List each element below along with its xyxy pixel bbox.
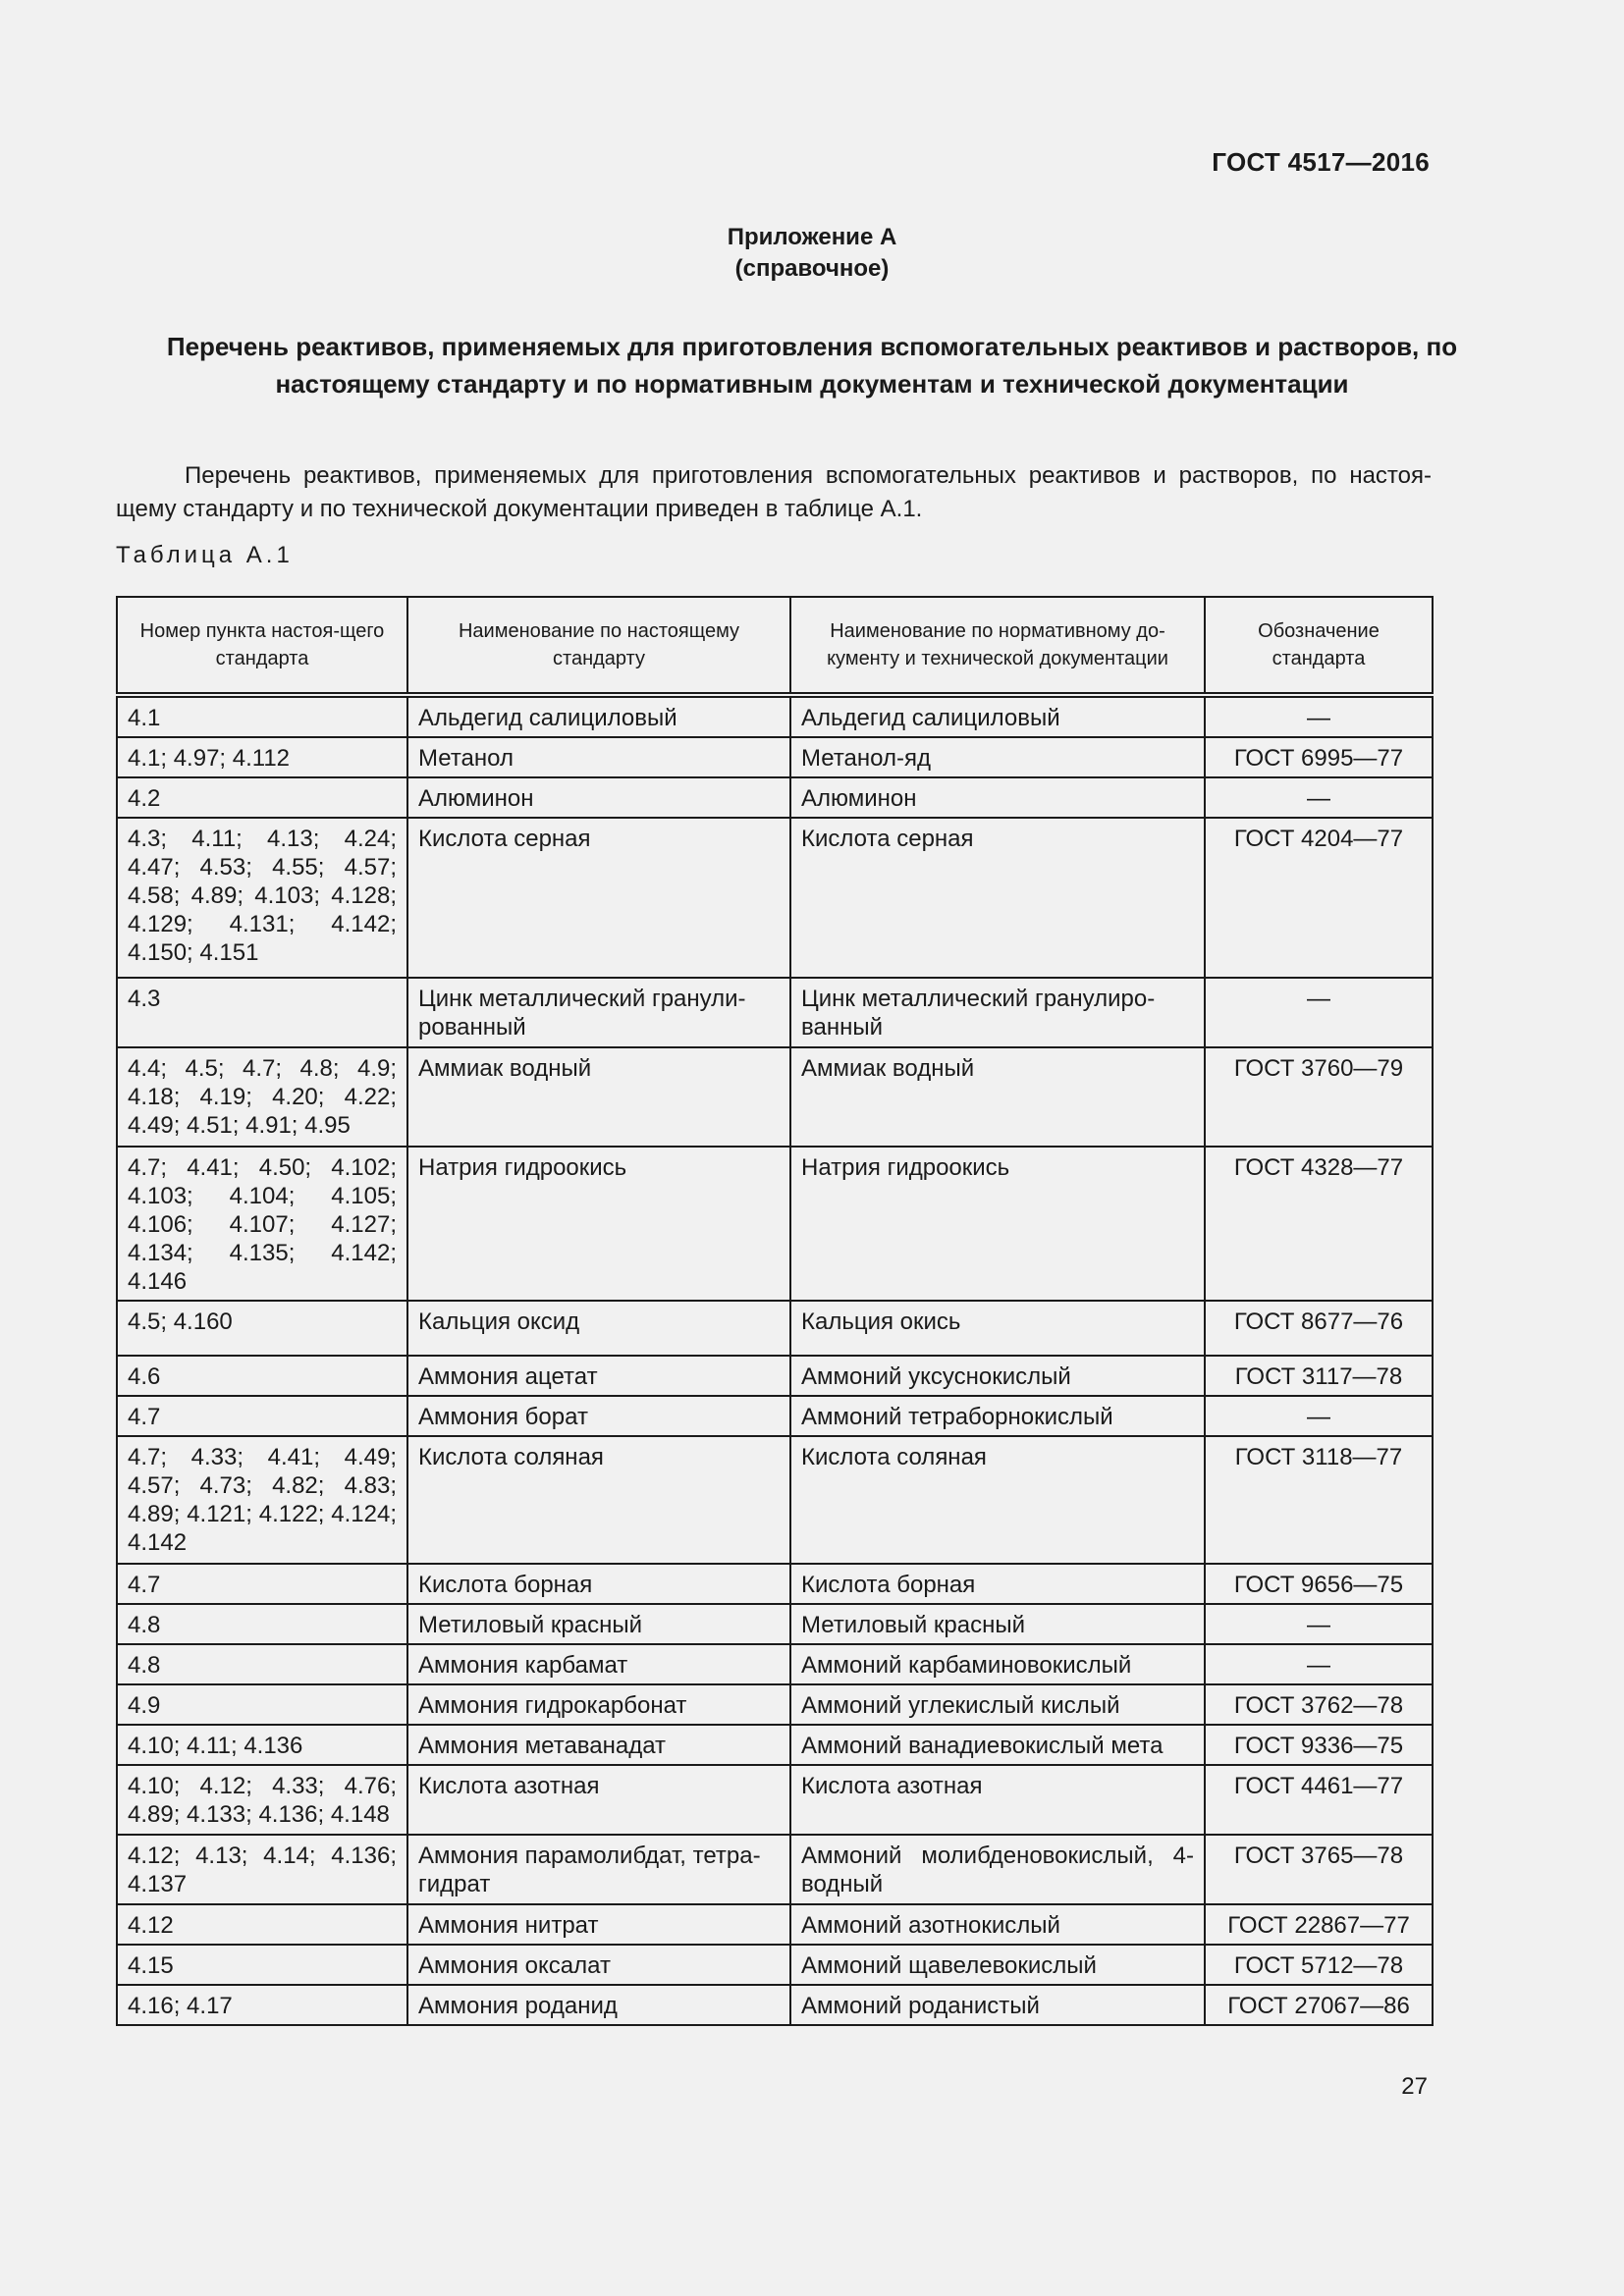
cell-designation: ГОСТ 8677—76 <box>1205 1301 1433 1356</box>
main-title: Перечень реактивов, применяемых для приготовления вспомогательных реактивов и растворов, по настоящему стандарту и по нормативным документам и технической документации <box>166 332 1458 399</box>
cell-name: Кислота азотная <box>407 1765 790 1835</box>
cell-doc-name: Аммоний углекислый кислый <box>790 1684 1205 1725</box>
cell-doc-name: Натрия гидроокись <box>790 1147 1205 1301</box>
cell-name: Аммония борат <box>407 1396 790 1436</box>
table-row <box>117 1835 1433 1904</box>
cell-points: 4.9 <box>117 1684 407 1725</box>
cell-doc-name: Алюминон <box>790 777 1205 818</box>
cell-designation: ГОСТ 4461—77 <box>1205 1765 1433 1835</box>
cell-name: Кислота борная <box>407 1564 790 1604</box>
cell-points: 4.8 <box>117 1644 407 1684</box>
table-row <box>117 737 1433 777</box>
cell-designation: — <box>1205 777 1433 818</box>
cell-points: 4.5; 4.160 <box>117 1301 407 1356</box>
cell-name: Кислота серная <box>407 818 790 978</box>
reagents-table <box>116 596 1434 2026</box>
cell-points: 4.1; 4.97; 4.112 <box>117 737 407 777</box>
cell-designation: ГОСТ 3762—78 <box>1205 1684 1433 1725</box>
cell-name: Алюминон <box>407 777 790 818</box>
header-points: Номер пункта настоя-щего стандарта <box>117 597 407 695</box>
cell-name: Аммония ацетат <box>407 1356 790 1396</box>
table-row <box>117 1047 1433 1147</box>
cell-designation: — <box>1205 1604 1433 1644</box>
cell-doc-name: Метиловый красный <box>790 1604 1205 1644</box>
cell-points: 4.3; 4.11; 4.13; 4.24; 4.47; 4.53; 4.55; 4.57; 4.58; 4.89; 4.103; 4.128; 4.129; 4.131; 4.142; 4.150; 4.151 <box>117 818 407 978</box>
table-row <box>117 1436 1433 1564</box>
cell-points: 4.3 <box>117 978 407 1047</box>
table-row <box>117 1644 1433 1684</box>
cell-name: Аммония нитрат <box>407 1904 790 1945</box>
cell-points: 4.7 <box>117 1564 407 1604</box>
table-row <box>117 1985 1433 2025</box>
cell-designation: — <box>1205 695 1433 737</box>
header-doc-name: Наименование по нормативному до-кументу и технической документации <box>790 597 1205 695</box>
cell-doc-name: Аммоний молибденовокислый, 4-водный <box>790 1835 1205 1904</box>
cell-name: Аммония гидрокарбонат <box>407 1684 790 1725</box>
table-row <box>117 777 1433 818</box>
appendix-title: Приложение А <box>727 224 897 250</box>
cell-name: Натрия гидроокись <box>407 1147 790 1301</box>
cell-points: 4.12; 4.13; 4.14; 4.136; 4.137 <box>117 1835 407 1904</box>
table-row <box>117 1396 1433 1436</box>
table-row <box>117 1945 1433 1985</box>
cell-designation: ГОСТ 6995—77 <box>1205 737 1433 777</box>
table-row <box>117 818 1433 978</box>
cell-name: Альдегид салициловый <box>407 695 790 737</box>
cell-name: Метиловый красный <box>407 1604 790 1644</box>
cell-doc-name: Аммоний азотнокислый <box>790 1904 1205 1945</box>
cell-doc-name: Кислота азотная <box>790 1765 1205 1835</box>
table-caption: Таблица А.1 <box>116 542 294 568</box>
cell-doc-name: Аммиак водный <box>790 1047 1205 1147</box>
cell-points: 4.7; 4.41; 4.50; 4.102; 4.103; 4.104; 4.105; 4.106; 4.107; 4.127; 4.134; 4.135; 4.142; 4.146 <box>117 1147 407 1301</box>
cell-doc-name: Альдегид салициловый <box>790 695 1205 737</box>
cell-name: Аммония парамолибдат, тетра-гидрат <box>407 1835 790 1904</box>
cell-designation: ГОСТ 4328—77 <box>1205 1147 1433 1301</box>
cell-doc-name: Аммоний щавелевокислый <box>790 1945 1205 1985</box>
cell-points: 4.10; 4.11; 4.136 <box>117 1725 407 1765</box>
cell-designation: ГОСТ 27067—86 <box>1205 1985 1433 2025</box>
cell-designation: — <box>1205 1644 1433 1684</box>
cell-designation: ГОСТ 5712—78 <box>1205 1945 1433 1985</box>
cell-doc-name: Аммоний карбаминовокислый <box>790 1644 1205 1684</box>
cell-points: 4.8 <box>117 1604 407 1644</box>
page-number: 27 <box>1401 2073 1428 2100</box>
cell-designation: ГОСТ 4204—77 <box>1205 818 1433 978</box>
intro-line-2: щему стандарту и по технической документации приведен в таблице А.1. <box>116 496 923 522</box>
cell-points: 4.6 <box>117 1356 407 1396</box>
table-row <box>117 1147 1433 1301</box>
cell-designation: — <box>1205 978 1433 1047</box>
table-row <box>117 695 1433 737</box>
cell-name: Аммиак водный <box>407 1047 790 1147</box>
cell-name: Аммония оксалат <box>407 1945 790 1985</box>
cell-doc-name: Аммоний уксуснокислый <box>790 1356 1205 1396</box>
cell-doc-name: Кислота серная <box>790 818 1205 978</box>
cell-doc-name: Кислота соляная <box>790 1436 1205 1564</box>
cell-name: Кальция оксид <box>407 1301 790 1356</box>
cell-points: 4.12 <box>117 1904 407 1945</box>
cell-doc-name: Аммоний роданистый <box>790 1985 1205 2025</box>
cell-doc-name: Кислота борная <box>790 1564 1205 1604</box>
cell-points: 4.4; 4.5; 4.7; 4.8; 4.9; 4.18; 4.19; 4.20; 4.22; 4.49; 4.51; 4.91; 4.95 <box>117 1047 407 1147</box>
appendix-heading <box>0 222 1624 285</box>
header-designation: Обозначение стандарта <box>1205 597 1433 695</box>
cell-designation: ГОСТ 3765—78 <box>1205 1835 1433 1904</box>
cell-designation: ГОСТ 3118—77 <box>1205 1436 1433 1564</box>
cell-points: 4.1 <box>117 695 407 737</box>
intro-line-1: Перечень реактивов, применяемых для приготовления вспомогательных реактивов и растворов, по настоя- <box>185 462 1432 489</box>
cell-points: 4.15 <box>117 1945 407 1985</box>
table-row <box>117 1356 1433 1396</box>
cell-name: Аммония роданид <box>407 1985 790 2025</box>
cell-doc-name: Аммоний ванадиевокислый мета <box>790 1725 1205 1765</box>
cell-designation: ГОСТ 9656—75 <box>1205 1564 1433 1604</box>
table-header-row <box>117 597 1433 695</box>
cell-name: Аммония метаванадат <box>407 1725 790 1765</box>
table-row <box>117 1301 1433 1356</box>
table-row <box>117 978 1433 1047</box>
cell-designation: ГОСТ 9336—75 <box>1205 1725 1433 1765</box>
cell-doc-name: Цинк металлический гранулиро-ванный <box>790 978 1205 1047</box>
cell-designation: — <box>1205 1396 1433 1436</box>
table-body <box>117 695 1433 2025</box>
cell-points: 4.16; 4.17 <box>117 1985 407 2025</box>
cell-points: 4.10; 4.12; 4.33; 4.76; 4.89; 4.133; 4.136; 4.148 <box>117 1765 407 1835</box>
cell-doc-name: Аммоний тетраборнокислый <box>790 1396 1205 1436</box>
appendix-subtitle: (справочное) <box>734 255 890 282</box>
cell-points: 4.2 <box>117 777 407 818</box>
table-row <box>117 1564 1433 1604</box>
table-row <box>117 1604 1433 1644</box>
cell-name: Аммония карбамат <box>407 1644 790 1684</box>
cell-designation: ГОСТ 3760—79 <box>1205 1047 1433 1147</box>
cell-name: Метанол <box>407 737 790 777</box>
table-row <box>117 1725 1433 1765</box>
cell-points: 4.7 <box>117 1396 407 1436</box>
cell-name: Цинк металлический гранули-рованный <box>407 978 790 1047</box>
cell-designation: ГОСТ 3117—78 <box>1205 1356 1433 1396</box>
document-code: ГОСТ 4517—2016 <box>1212 147 1430 177</box>
cell-designation: ГОСТ 22867—77 <box>1205 1904 1433 1945</box>
table-row <box>117 1684 1433 1725</box>
header-name: Наименование по настоящему стандарту <box>407 597 790 695</box>
cell-points: 4.7; 4.33; 4.41; 4.49; 4.57; 4.73; 4.82; 4.83; 4.89; 4.121; 4.122; 4.124; 4.142 <box>117 1436 407 1564</box>
table-row <box>117 1765 1433 1835</box>
cell-doc-name: Кальция окись <box>790 1301 1205 1356</box>
intro-paragraph <box>116 459 1432 526</box>
cell-doc-name: Метанол-яд <box>790 737 1205 777</box>
table-row <box>117 1904 1433 1945</box>
cell-name: Кислота соляная <box>407 1436 790 1564</box>
